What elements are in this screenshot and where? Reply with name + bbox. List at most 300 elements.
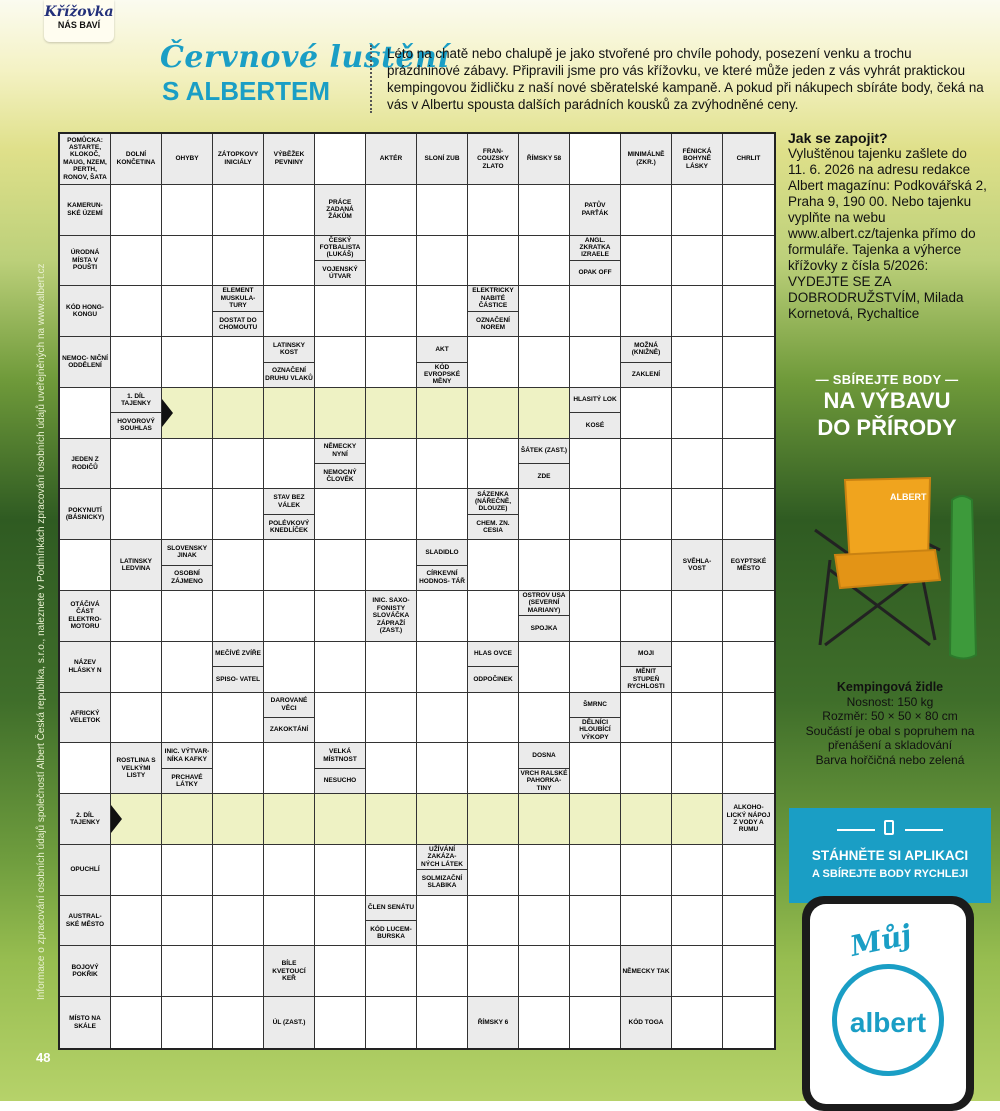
answer-cell[interactable] [213,946,264,997]
secret-answer-cell[interactable] [366,794,417,845]
clue-text: OPUCHLÍ [70,866,100,874]
clue-cell [162,743,213,794]
answer-cell[interactable] [264,845,315,896]
clue-cell [468,286,519,337]
secret-answer-cell[interactable] [519,388,570,439]
clue-cell [111,134,162,185]
clue-text: CÍRKEVNÍ HODNOS- TÁŘ [417,565,467,590]
answer-cell[interactable] [621,236,672,287]
answer-cell[interactable] [621,693,672,744]
answer-cell[interactable] [621,896,672,947]
answer-cell[interactable] [213,845,264,896]
answer-cell[interactable] [723,489,774,540]
clue-text: KÓD TOGA [628,1018,664,1026]
page-title: Červnové luštění [160,40,450,75]
clue-cell [519,439,570,490]
clue-text: MOŽNÁ (KNIŽNĚ) [631,341,661,357]
secret-answer-cell[interactable] [111,794,162,845]
clue-text: ŘÍMSKY 58 [526,155,562,163]
answer-cell[interactable] [570,946,621,997]
answer-cell[interactable] [468,946,519,997]
answer-cell[interactable] [417,896,468,947]
product-bullet: Barva hořčičná nebo zelená [815,752,965,767]
clue-text: 1. DÍL TAJENKY [121,392,151,408]
answer-cell[interactable] [264,540,315,591]
clue-cell [60,794,111,845]
answer-cell[interactable] [162,642,213,693]
answer-cell[interactable] [672,946,723,997]
clue-text: NEMOC- NIČNÍ ODDĚLENÍ [62,354,108,369]
answer-cell[interactable] [672,489,723,540]
app-headline: STÁHNĚTE SI APLIKACI [811,848,969,863]
divider-line [905,829,943,831]
clue-text: MĚNIT STUPEŇ RYCHLOSTI [621,666,671,691]
secret-answer-cell[interactable] [315,388,366,439]
answer-cell[interactable] [570,845,621,896]
answer-cell[interactable] [264,896,315,947]
answer-cell[interactable] [417,236,468,287]
answer-cell[interactable] [570,540,621,591]
secret-answer-cell[interactable] [468,388,519,439]
answer-cell[interactable] [366,236,417,287]
clue-text: DĚLNÍCI HLOUBÍCÍ VÝKOPY [570,717,620,742]
clue-cell [60,489,111,540]
answer-cell[interactable] [162,845,213,896]
answer-cell[interactable] [60,540,111,591]
answer-cell[interactable] [111,591,162,642]
clue-text: CHRLIT [736,155,761,163]
clue-cell [111,540,162,591]
secret-answer-cell[interactable] [162,794,213,845]
answer-cell[interactable] [366,185,417,236]
clue-text: NESUCHO [315,768,365,793]
answer-cell[interactable] [315,591,366,642]
clue-text: MOJI [638,650,654,658]
product-bullet: Nosnost: 150 kg [846,694,934,709]
answer-cell[interactable] [213,743,264,794]
clue-text: ALKOHO- LICKÝ NÁPOJ Z VODY A RUMU [726,804,771,834]
answer-cell[interactable] [468,540,519,591]
clue-cell [723,134,774,185]
secret-answer-cell[interactable] [570,794,621,845]
answer-cell[interactable] [570,997,621,1048]
clue-text: POMŮCKA: ASTARTE, KLOKOČ, MAUG, NZEM, PERTH, RONOV, ŠATA [63,136,107,181]
clue-cell [519,134,570,185]
product-title: Kempingová židle [836,680,944,694]
clue-text: SLONÍ ZUB [424,155,460,163]
answer-cell[interactable] [519,845,570,896]
clue-text: ELEKTRICKY NABITÉ ČÁSTICE [472,287,514,310]
clue-cell [417,540,468,591]
answer-cell[interactable] [519,337,570,388]
answer-cell[interactable] [366,845,417,896]
clue-cell [417,134,468,185]
answer-cell[interactable] [672,388,723,439]
answer-cell[interactable] [723,997,774,1048]
answer-cell[interactable] [570,743,621,794]
answer-cell[interactable] [468,845,519,896]
answer-cell[interactable] [570,337,621,388]
answer-cell[interactable] [417,185,468,236]
clue-cell [621,337,672,388]
answer-cell[interactable] [417,997,468,1048]
promo-headline-1: NA VÝBAVU [823,388,951,413]
clue-cell [672,540,723,591]
answer-cell[interactable] [162,185,213,236]
clue-text: OZNAČENÍ DRUHU VLAKŮ [264,362,314,387]
arrow-right-icon [111,805,122,833]
clue-text: HOVOROVÝ SOUHLAS [111,412,161,437]
app-download-banner [789,808,991,903]
clue-cell [570,693,621,744]
clue-text: FRAN- COUZSKY ZLATO [477,147,509,170]
answer-cell[interactable] [672,743,723,794]
clue-cell [60,845,111,896]
clue-cell [366,134,417,185]
clue-cell [213,134,264,185]
clue-text: JEDEN Z RODIČŮ [71,456,99,471]
clue-text: OSOBNÍ ZÁJMENO [162,565,212,590]
answer-cell[interactable] [672,439,723,490]
clue-text: VELKÁ MÍSTNOST [323,748,357,763]
answer-cell[interactable] [213,591,264,642]
how-to-body: Vyluštěnou tajenku zašlete do 11. 6. 2026 na adresu redakce Albert magazínu: Podkovářská 2, Praha 9, 190 00. Nebo tajenku vyplňte na webu www.albert.cz/tajenka přímo do formuláře. Tajenka a výherce křížovky z čísla 5/2026: VYDEJTE SE ZA DOBRODRUŽSTVÍM, Milada Kornetová, Rychaltice [788,146,987,321]
clue-text: ANGL. ZKRATKA IZRAELE [579,236,611,259]
answer-cell[interactable] [621,540,672,591]
answer-cell[interactable] [111,185,162,236]
answer-cell[interactable] [468,236,519,287]
answer-cell[interactable] [162,896,213,947]
answer-cell[interactable] [519,286,570,337]
answer-cell[interactable] [213,693,264,744]
answer-cell[interactable] [162,997,213,1048]
answer-cell[interactable] [111,286,162,337]
answer-cell[interactable] [162,946,213,997]
clue-text: ELEMENT MUSKULA- TURY [220,287,256,310]
secret-answer-cell[interactable] [315,794,366,845]
clue-cell [570,236,621,287]
clue-cell [723,540,774,591]
section-tag-subtitle: NÁS BAVÍ [57,20,101,30]
answer-cell[interactable] [162,286,213,337]
secret-answer-cell[interactable] [213,794,264,845]
answer-cell[interactable] [672,185,723,236]
clue-cell [264,693,315,744]
answer-cell[interactable] [111,693,162,744]
answer-cell[interactable] [672,642,723,693]
clue-text: FÉNICKÁ BOHYNĚ LÁSKY [682,147,712,170]
answer-cell[interactable] [417,642,468,693]
answer-cell[interactable] [162,489,213,540]
clue-text: BOJOVÝ POKŘIK [71,963,99,979]
answer-cell[interactable] [621,743,672,794]
answer-cell[interactable] [417,693,468,744]
answer-cell[interactable] [366,997,417,1048]
answer-cell[interactable] [723,946,774,997]
answer-cell[interactable] [366,439,417,490]
answer-cell[interactable] [213,540,264,591]
answer-cell[interactable] [264,743,315,794]
clue-text: ODPOČINEK [468,666,518,691]
clue-cell [60,134,111,185]
answer-cell[interactable] [672,997,723,1048]
answer-cell[interactable] [417,489,468,540]
answer-cell[interactable] [111,236,162,287]
answer-cell[interactable] [417,591,468,642]
clue-text: OSTROV USA (SEVERNÍ MARIANY) [522,592,566,614]
answer-cell[interactable] [723,337,774,388]
answer-cell[interactable] [621,489,672,540]
secret-answer-cell[interactable] [366,388,417,439]
answer-cell[interactable] [264,642,315,693]
clue-cell [213,642,264,693]
answer-cell[interactable] [213,236,264,287]
clue-cell [264,997,315,1048]
clue-text: EGYPTSKÉ MĚSTO [730,557,767,573]
answer-cell[interactable] [570,439,621,490]
answer-cell[interactable] [672,896,723,947]
answer-cell[interactable] [366,693,417,744]
answer-cell[interactable] [672,286,723,337]
clue-text: DOSTAT DO CHOMOUTU [213,311,263,336]
clue-cell [60,946,111,997]
answer-cell[interactable] [723,388,774,439]
answer-cell[interactable] [621,439,672,490]
answer-cell[interactable] [570,896,621,947]
answer-cell[interactable] [672,845,723,896]
answer-cell[interactable] [213,489,264,540]
answer-cell[interactable] [111,997,162,1048]
answer-cell[interactable] [468,743,519,794]
clue-cell [60,997,111,1048]
answer-cell[interactable] [315,286,366,337]
answer-cell[interactable] [621,388,672,439]
answer-cell[interactable] [468,337,519,388]
answer-cell[interactable] [111,642,162,693]
clue-text: INIC. VÝTVAR- NÍKA KAFKY [164,748,210,763]
answer-cell[interactable] [60,388,111,439]
answer-cell[interactable] [111,896,162,947]
answer-cell[interactable] [213,185,264,236]
answer-cell[interactable] [111,439,162,490]
answer-cell[interactable] [519,997,570,1048]
secret-answer-cell[interactable] [162,388,213,439]
answer-cell[interactable] [366,743,417,794]
answer-cell[interactable] [366,946,417,997]
answer-cell[interactable] [162,693,213,744]
answer-cell[interactable] [672,693,723,744]
answer-cell[interactable] [162,591,213,642]
clue-text: SPISO- VATEL [213,666,263,691]
clue-cell [60,236,111,287]
answer-cell[interactable] [468,439,519,490]
clue-cell [570,185,621,236]
clue-cell [264,337,315,388]
answer-cell[interactable] [519,946,570,997]
answer-cell[interactable] [621,591,672,642]
clue-text: VRCH RALSKÉ PAHORKA- TINY [519,768,569,793]
answer-cell[interactable] [570,286,621,337]
answer-cell[interactable] [162,337,213,388]
answer-cell[interactable] [213,337,264,388]
answer-cell[interactable] [366,337,417,388]
answer-cell[interactable] [468,185,519,236]
clue-text: KÓD LUCEM- BURSKA [366,920,416,945]
clue-text: 2. DÍL TAJENKY [70,811,100,826]
chair-logo-text: ALBERT [890,492,927,502]
answer-cell[interactable] [672,236,723,287]
clue-text: SLADIDLO [425,548,459,556]
clue-text: SÁZENKA (NÁŘEČNĚ, DLOUZE) [474,490,512,513]
answer-cell[interactable] [162,439,213,490]
clue-text: AKTÉR [379,155,403,163]
product-feature [790,680,990,767]
answer-cell[interactable] [519,642,570,693]
clue-text: ZDE [519,463,569,488]
secret-answer-cell[interactable] [264,388,315,439]
secret-answer-cell[interactable] [468,794,519,845]
answer-cell[interactable] [723,236,774,287]
page-number: 48 [36,1050,51,1065]
answer-cell[interactable] [519,185,570,236]
answer-cell[interactable] [315,896,366,947]
answer-cell[interactable] [723,439,774,490]
answer-cell[interactable] [264,185,315,236]
answer-cell[interactable] [519,236,570,287]
answer-cell[interactable] [570,642,621,693]
answer-cell[interactable] [621,845,672,896]
answer-cell[interactable] [315,134,366,185]
answer-cell[interactable] [723,845,774,896]
answer-cell[interactable] [621,286,672,337]
answer-cell[interactable] [213,997,264,1048]
answer-cell[interactable] [672,337,723,388]
answer-cell[interactable] [417,286,468,337]
clue-cell [60,337,111,388]
answer-cell[interactable] [570,591,621,642]
secret-answer-cell[interactable] [213,388,264,439]
clue-text: ROSTLINA S VELKÝMI LISTY [116,757,156,779]
clue-cell [417,337,468,388]
answer-cell[interactable] [366,540,417,591]
answer-cell[interactable] [315,845,366,896]
answer-cell[interactable] [264,439,315,490]
page-subtitle: S ALBERTEM [162,76,331,106]
clue-text: OHYBY [175,155,199,163]
answer-cell[interactable] [315,997,366,1048]
clue-cell [60,693,111,744]
answer-cell[interactable] [468,591,519,642]
answer-cell[interactable] [417,743,468,794]
answer-cell[interactable] [723,896,774,947]
answer-cell[interactable] [723,693,774,744]
answer-cell[interactable] [111,489,162,540]
answer-cell[interactable] [366,642,417,693]
answer-cell[interactable] [723,642,774,693]
clue-text: KAMERUN- SKÉ ÚZEMÍ [67,202,103,217]
app-subline: A SBÍREJTE BODY RYCHLEJI [811,868,969,880]
answer-cell[interactable] [519,896,570,947]
product-bullet: Součástí je obal s popruhem na přenášení a skladování [805,723,975,752]
clue-text: AFRICKÝ VELETOK [69,710,101,725]
answer-cell[interactable] [417,439,468,490]
clue-text: MINIMÁLNĚ (ZKR.) [627,151,665,166]
answer-cell[interactable] [723,591,774,642]
answer-cell[interactable] [366,286,417,337]
clue-text: NEMOCNÝ ČLOVĚK [315,463,365,488]
clue-cell [213,286,264,337]
answer-cell[interactable] [315,540,366,591]
clue-cell [264,946,315,997]
clue-cell [468,642,519,693]
clue-text: AUSTRAL- SKÉ MĚSTO [65,913,105,928]
clue-text: KOSÉ [570,412,620,437]
answer-cell[interactable] [723,185,774,236]
secret-answer-cell[interactable] [672,794,723,845]
answer-cell[interactable] [60,743,111,794]
clue-cell [315,743,366,794]
answer-cell[interactable] [213,439,264,490]
clue-text: ČLEN SENÁTU [367,904,415,912]
how-to-heading: Jak se zapojit? [788,130,888,146]
answer-cell[interactable] [723,286,774,337]
clue-cell [315,185,366,236]
secret-answer-cell[interactable] [417,388,468,439]
clue-cell [417,845,468,896]
answer-cell[interactable] [723,743,774,794]
clue-cell [60,439,111,490]
answer-cell[interactable] [519,489,570,540]
answer-cell[interactable] [519,693,570,744]
answer-cell[interactable] [162,236,213,287]
arrow-right-icon [162,399,173,427]
answer-cell[interactable] [315,489,366,540]
answer-cell[interactable] [264,236,315,287]
answer-cell[interactable] [570,489,621,540]
answer-cell[interactable] [315,337,366,388]
answer-cell[interactable] [621,185,672,236]
albert-logo-text: albert [849,1007,927,1038]
clue-text: ÚRODNÁ MÍSTA V POUŠTI [70,249,100,272]
answer-cell[interactable] [315,693,366,744]
answer-cell[interactable] [111,946,162,997]
answer-cell[interactable] [672,591,723,642]
clue-text: NÁZEV HLÁSKY N [68,659,102,674]
secret-answer-cell[interactable] [519,794,570,845]
answer-cell[interactable] [366,489,417,540]
answer-cell[interactable] [315,642,366,693]
privacy-note: Informace o zpracování osobních údajů společností Albert Česká republika, s.r.o., naleznete v Podmínkách zpracování osobních údajů uveřejněných na www.albert.cz [36,263,47,1000]
secret-answer-cell[interactable] [417,794,468,845]
answer-cell[interactable] [264,591,315,642]
clue-cell [468,489,519,540]
answer-cell[interactable] [111,845,162,896]
clue-cell [570,388,621,439]
answer-cell[interactable] [570,134,621,185]
answer-cell[interactable] [468,693,519,744]
answer-cell[interactable] [111,337,162,388]
answer-cell[interactable] [264,286,315,337]
answer-cell[interactable] [519,540,570,591]
secret-answer-cell[interactable] [621,794,672,845]
clue-text: POKYNUTÍ (BÁSNICKY) [65,506,105,522]
answer-cell[interactable] [213,896,264,947]
clue-cell [519,743,570,794]
answer-cell[interactable] [315,946,366,997]
answer-cell[interactable] [417,946,468,997]
answer-cell[interactable] [468,896,519,947]
secret-answer-cell[interactable] [264,794,315,845]
